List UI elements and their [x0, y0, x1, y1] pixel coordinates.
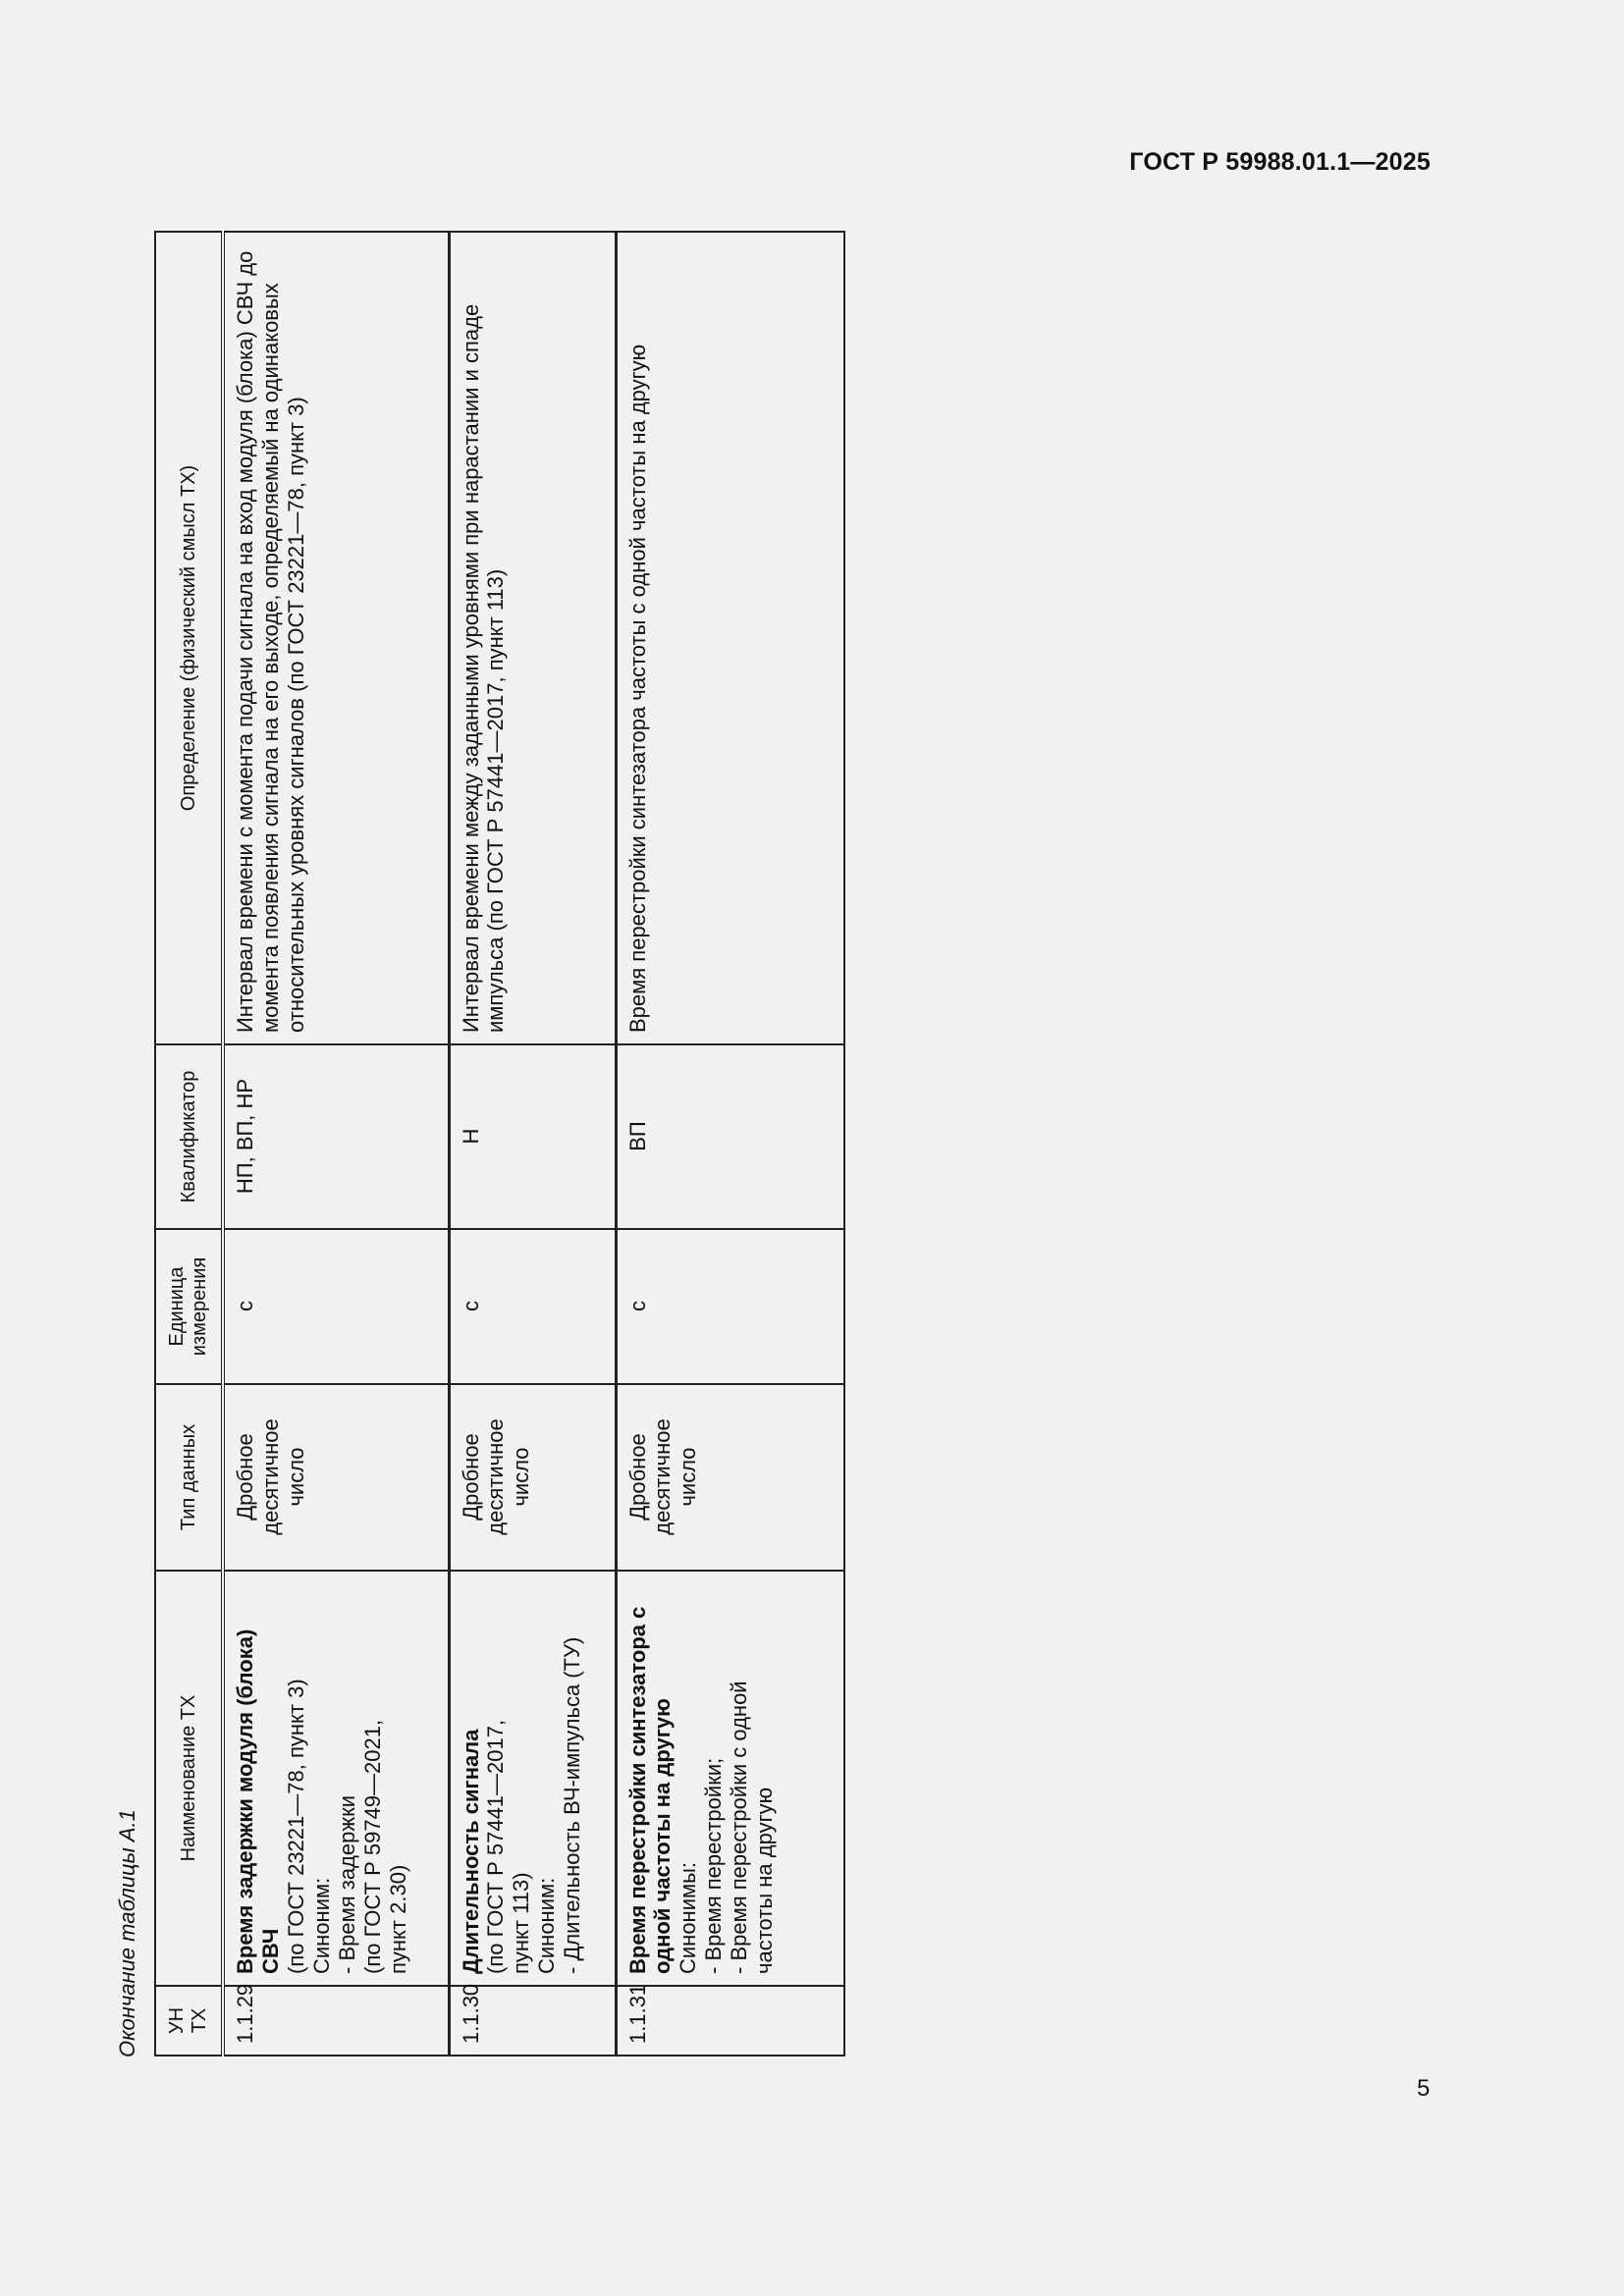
row-name-line: (по ГОСТ Р 57441—2017, — [483, 1719, 509, 1974]
row-unit: с — [616, 1229, 844, 1384]
row-id: 1.1.29 — [223, 1986, 449, 2056]
row-definition: Интервал времени между заданными уровнями при нарастании и спаде импульса (по ГОСТ Р 57441—2017, пункт 113) — [449, 232, 616, 1044]
row-name-line: - Время перестройки с одной — [727, 1681, 752, 1974]
page-number: 5 — [1417, 2075, 1431, 2102]
table-header-row — [155, 232, 223, 2056]
column-header-unit: Единица измерения — [155, 1229, 223, 1384]
column-header-name: Наименование ТХ — [155, 1571, 223, 1986]
row-qualifier: ВП — [616, 1044, 844, 1229]
row-qualifier: Н — [449, 1044, 616, 1229]
row-name-line: пункт 2.30) — [385, 1864, 410, 1974]
row-name-title: Длительность сигнала — [458, 1729, 483, 1974]
column-header-id: УН ТХ — [155, 1986, 223, 2056]
row-name-title: Время перестройки синтезатора с одной частоты на другую — [624, 1606, 676, 1974]
row-definition: Интервал времени с момента подачи сигнала на вход модуля (блока) СВЧ до момента появления сигнала на его выходе, определяемый на одинаковых относительных уровнях сигналов (по ГОСТ 23221—78, пункт 3) — [223, 232, 449, 1044]
document-code: ГОСТ Р 59988.01.1—2025 — [1129, 148, 1431, 176]
table-row — [223, 232, 449, 2056]
row-data-type: Дробное десятичное число — [449, 1384, 616, 1571]
table-row — [616, 232, 844, 2056]
row-name-title: Время задержки модуля (блока) СВЧ — [233, 1629, 283, 1974]
table-row — [449, 232, 616, 2056]
column-header-type: Тип данных — [155, 1384, 223, 1571]
column-header-qualifier: Квалификатор — [155, 1044, 223, 1229]
row-name-line: - Время перестройки; — [701, 1757, 727, 1974]
row-name-line: - Время задержки — [334, 1795, 359, 1974]
row-name — [449, 1571, 616, 1986]
row-definition: Время перестройки синтезатора частоты с одной частоты на другую — [616, 232, 844, 1044]
row-name-line: Синоним: — [534, 1877, 560, 1974]
table-container — [154, 231, 845, 2056]
row-name-line: (по ГОСТ Р 59749—2021, — [359, 1719, 385, 1974]
row-name-line: (по ГОСТ 23221—78, пункт 3) — [283, 1679, 308, 1974]
row-unit: с — [449, 1229, 616, 1384]
table-caption: Окончание таблицы А.1 — [115, 1809, 139, 2057]
row-data-type: Дробное десятичное число — [616, 1384, 844, 1571]
row-id: 1.1.31 — [616, 1986, 844, 2056]
row-name-line: Синонимы: — [676, 1861, 701, 1974]
row-data-type: Дробное десятичное число — [223, 1384, 449, 1571]
row-name — [616, 1571, 844, 1986]
column-header-definition: Определение (физический смысл ТХ) — [155, 232, 223, 1044]
row-name-line: частоты на другую — [752, 1787, 778, 1974]
row-qualifier: НП, ВП, НР — [223, 1044, 449, 1229]
row-name — [223, 1571, 449, 1986]
characteristics-table — [154, 231, 845, 2056]
row-unit: с — [223, 1229, 449, 1384]
row-id: 1.1.30 — [449, 1986, 616, 2056]
row-name-line: Синоним: — [308, 1877, 334, 1974]
row-name-line: - Длительность ВЧ-импульса (ТУ) — [560, 1636, 585, 1974]
row-name-line: пункт 113) — [509, 1872, 534, 1974]
